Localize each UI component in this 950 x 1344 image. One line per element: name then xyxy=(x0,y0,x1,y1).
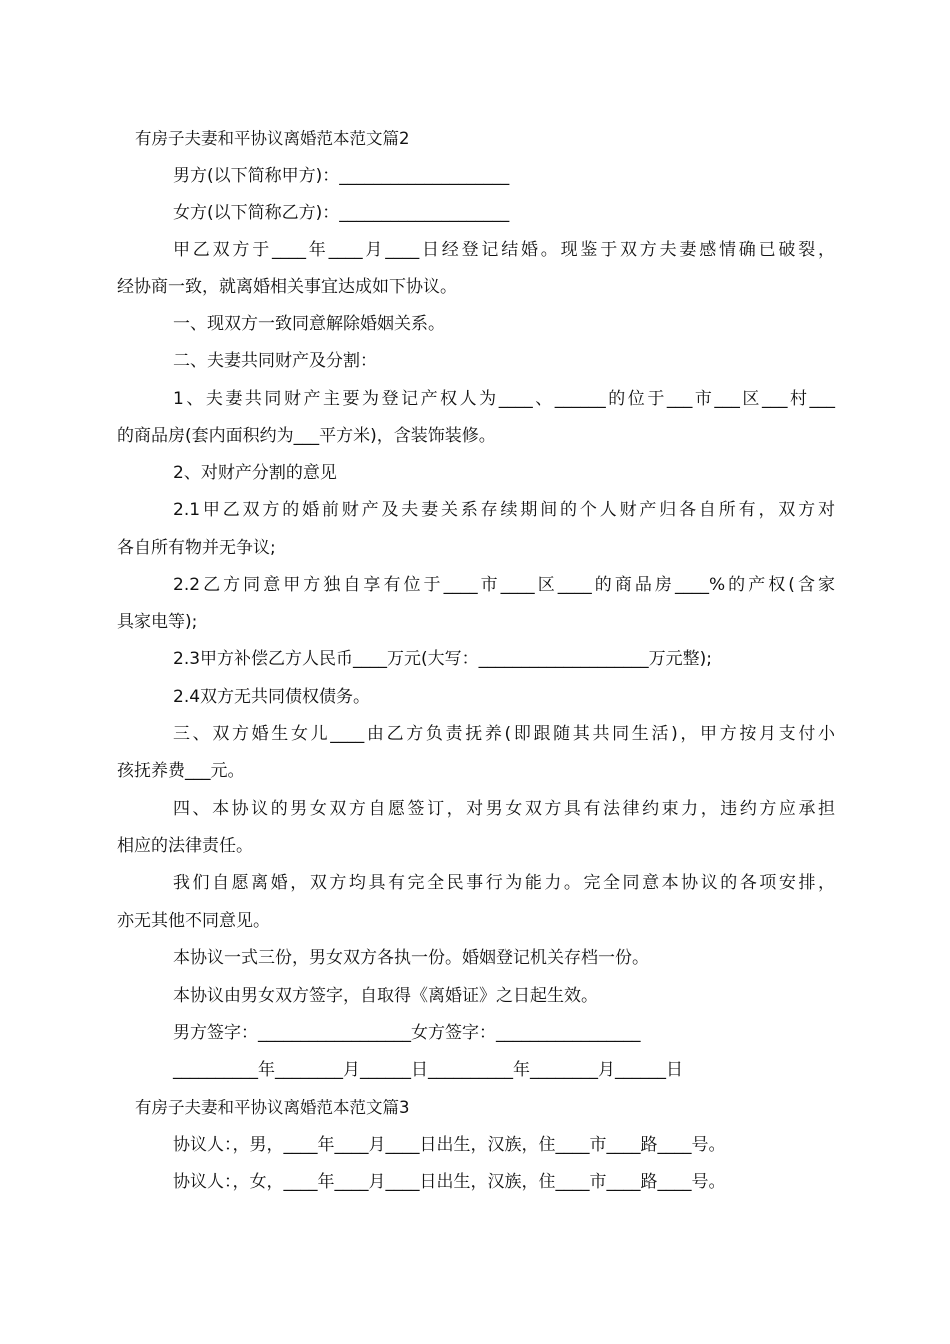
item-2-3: 2.3甲方补偿乙方人民币____万元(大写：____________________万元整); xyxy=(173,649,713,669)
party-line: 协议人：，男，____年____月____日出生，汉族，住____市____路____号。 xyxy=(173,1135,726,1155)
item-2-4: 2.4双方无共同债权债务。 xyxy=(173,687,371,707)
clause-2: 二、夫妻共同财产及分割： xyxy=(173,351,377,371)
item-2-1-line: 各自所有物并无争议; xyxy=(117,538,276,558)
item-2-1-line: 2.1甲乙双方的婚前财产及夫妻关系存续期间的个人财产归各自所有，双方对 xyxy=(173,500,835,520)
clause-1: 一、现双方一致同意解除婚姻关系。 xyxy=(173,314,445,334)
intro-paragraph-line: 经协商一致，就离婚相关事宜达成如下协议。 xyxy=(117,277,457,297)
item-2-2-line: 具家电等); xyxy=(117,612,198,632)
item-1-line: 的商品房(套内面积约为___平方米)，含装饰装修。 xyxy=(117,426,496,446)
date-line: __________年________月______日__________年________月______日 xyxy=(173,1060,683,1080)
item-1-line: 1、夫妻共同财产主要为登记产权人为____、______的位于___市___区___村___ xyxy=(173,389,835,409)
effective-statement: 本协议由男女双方签字，自取得《离婚证》之日起生效。 xyxy=(173,986,598,1006)
consent-line: 我们自愿离婚，双方均具有完全民事行为能力。完全同意本协议的各项安排， xyxy=(173,873,835,893)
clause-4-line: 相应的法律责任。 xyxy=(117,836,253,856)
intro-paragraph-line: 甲乙双方于____年____月____日经登记结婚。现鉴于双方夫妻感情确已破裂， xyxy=(173,240,835,260)
clause-4-line: 四、本协议的男女双方自愿签订，对男女双方具有法律约束力，违约方应承担 xyxy=(173,799,835,819)
wife-line: 女方(以下简称乙方)：____________________ xyxy=(173,203,510,223)
section-title: 有房子夫妻和平协议离婚范本范文篇3 xyxy=(135,1098,410,1117)
item-2-2-line: 2.2乙方同意甲方独自享有位于____市____区____的商品房____%的产权(含家 xyxy=(173,575,835,595)
signature-line: 男方签字：__________________女方签字：_________________ xyxy=(173,1023,641,1043)
consent-line: 亦无其他不同意见。 xyxy=(117,911,270,931)
section-title: 有房子夫妻和平协议离婚范本范文篇2 xyxy=(135,129,410,148)
clause-3-line: 孩抚养费___元。 xyxy=(117,761,245,781)
item-2: 2、对财产分割的意见 xyxy=(173,463,337,483)
copies-statement: 本协议一式三份，男女双方各执一份。婚姻登记机关存档一份。 xyxy=(173,948,649,968)
husband-line: 男方(以下简称甲方)：____________________ xyxy=(173,166,510,186)
party-line: 协议人：，女，____年____月____日出生，汉族，住____市____路____号。 xyxy=(173,1172,726,1192)
clause-3-line: 三、双方婚生女儿____由乙方负责抚养(即跟随其共同生活)，甲方按月支付小 xyxy=(173,724,835,744)
